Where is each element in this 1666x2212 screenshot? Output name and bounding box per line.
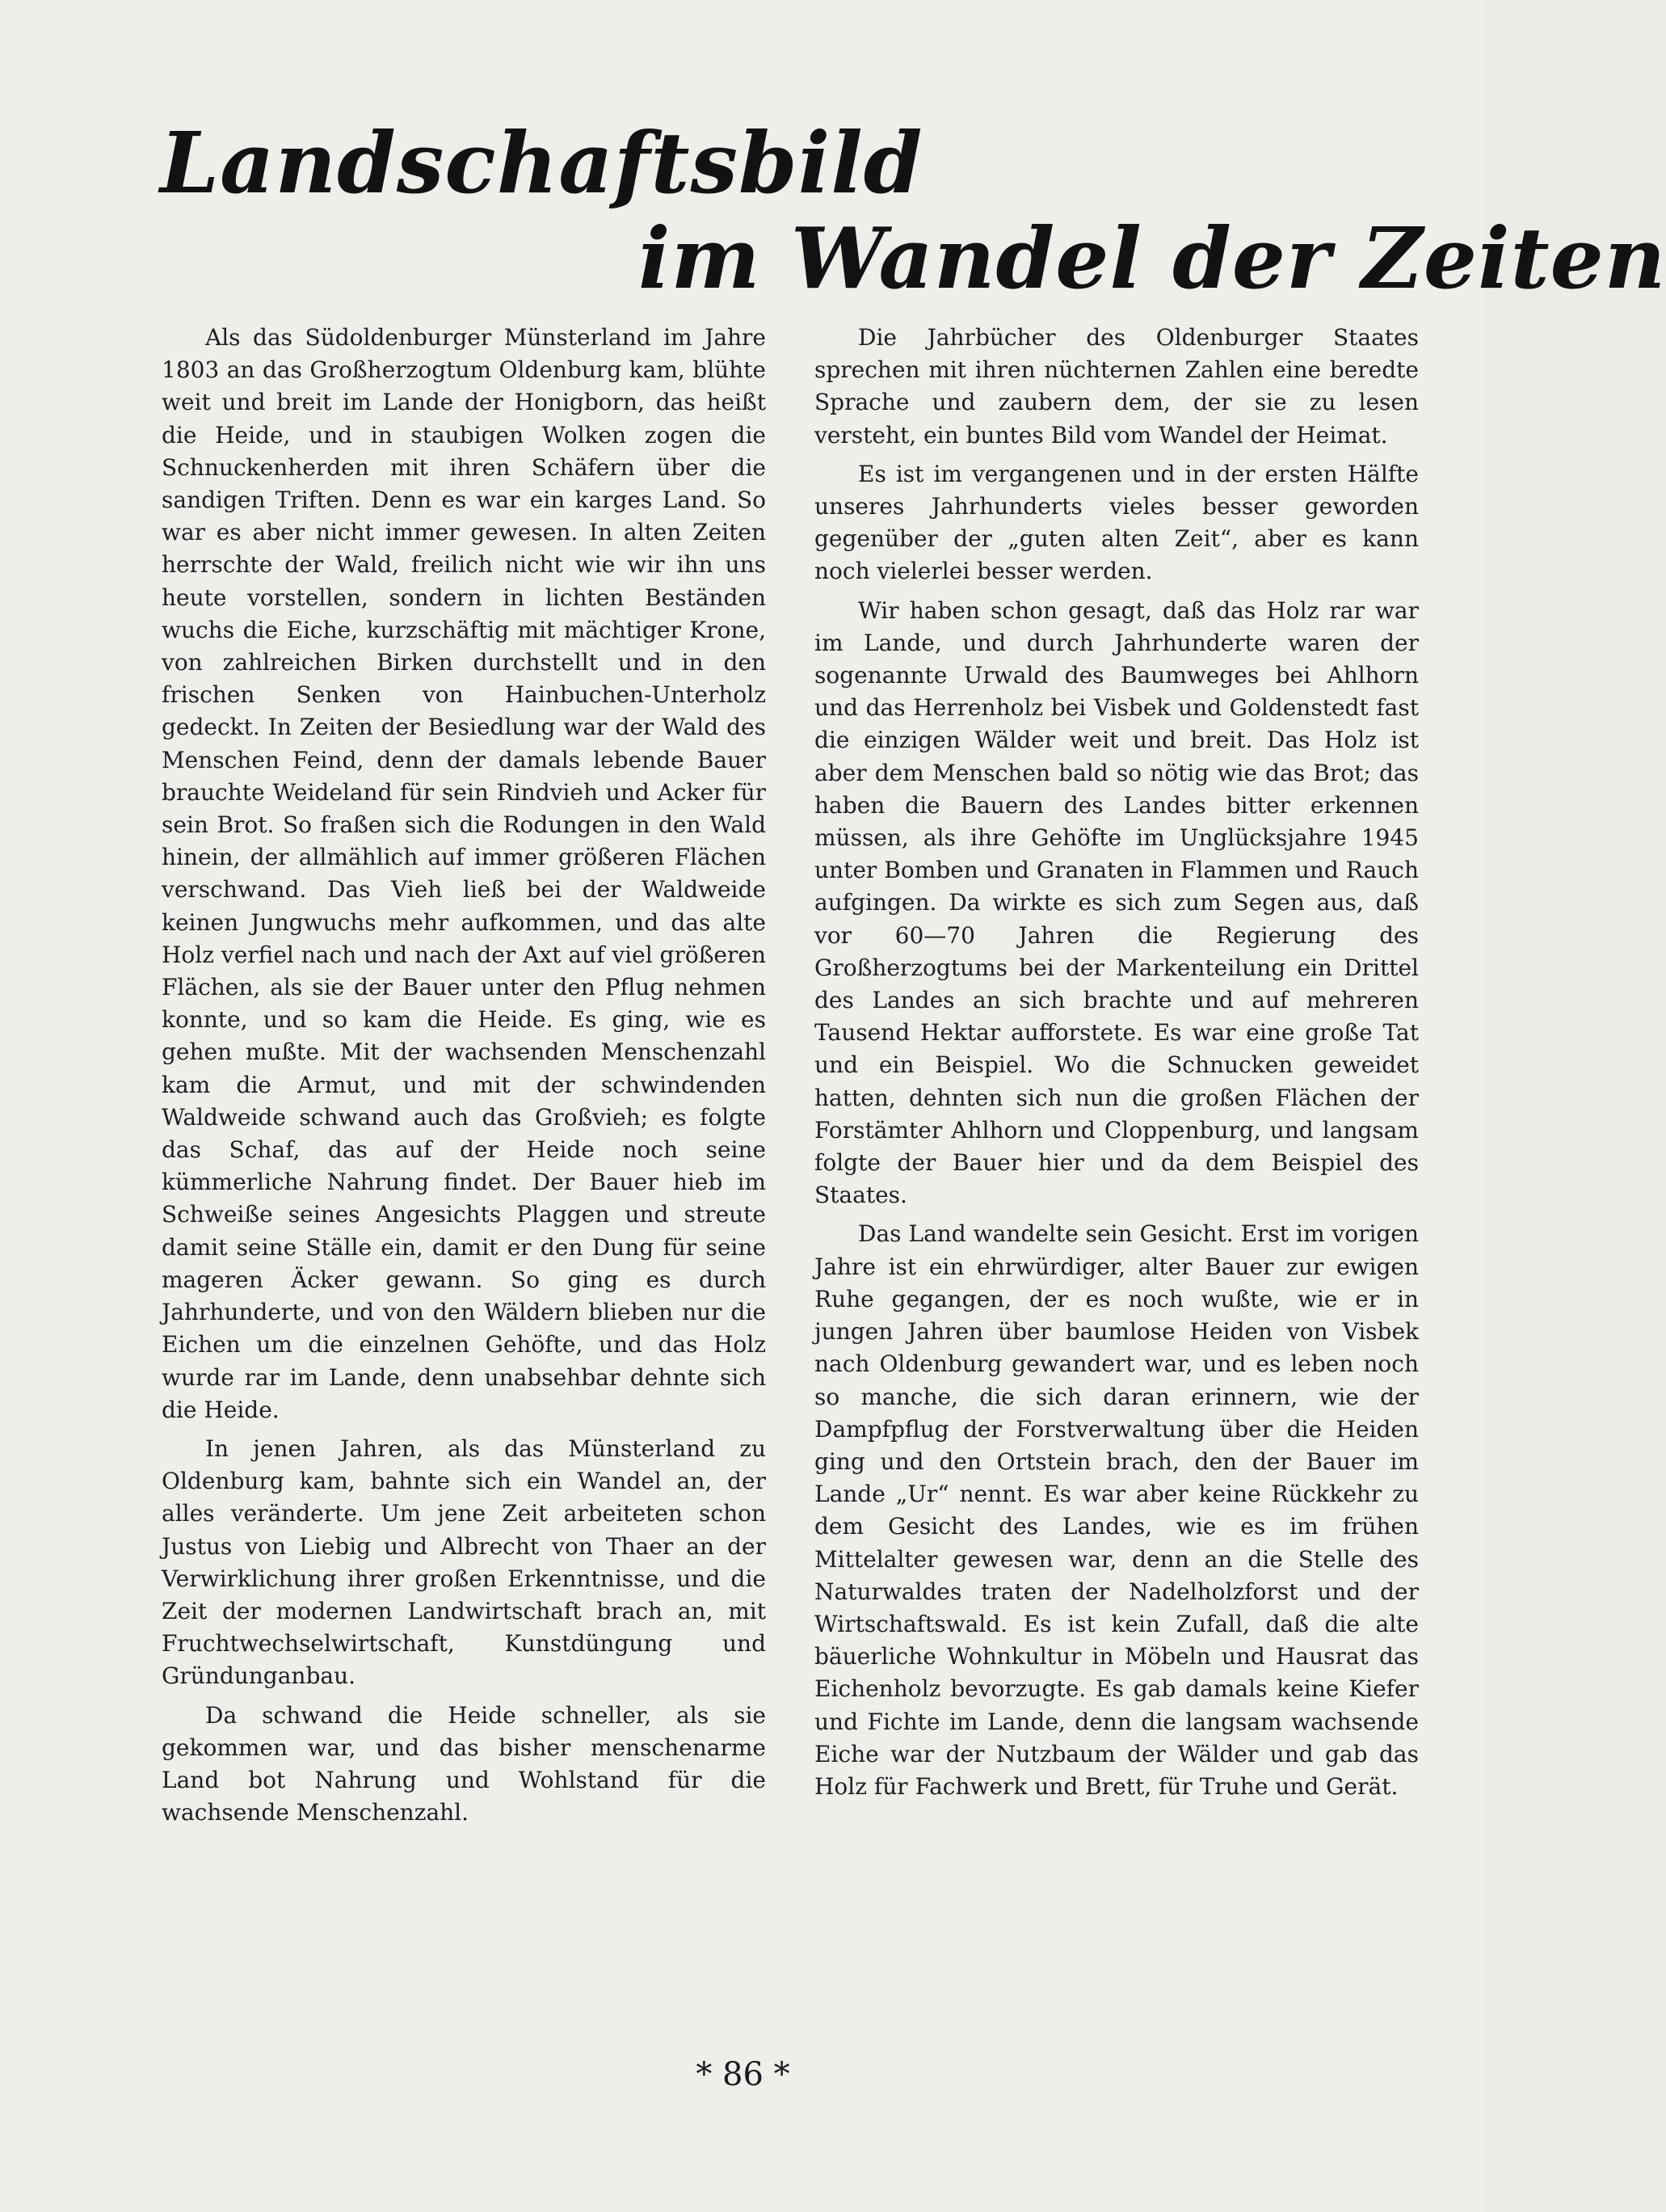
paragraph: In jenen Jahren, als das Münsterland zu Oldenburg kam, bahnte sich ein Wandel an, der alles veränderte. Um jene Zeit arbeiteten schon Justus von Liebig und Albrecht von Thaer an der Verwirklichung ihrer großen Erkenntnisse, und die Zeit der modernen Landwirtschaft brach an, mit Fruchtwechselwirtschaft, Kunstdüngung und Gründunganbau. <box>162 1435 766 1690</box>
paragraph: Es ist im vergangenen und in der ersten Hälfte unseres Jahrhunderts vieles besser geworden gegenüber der „guten alten Zeit“, aber es kann noch vielerlei besser werden. <box>814 460 1419 585</box>
paragraph: Das Land wandelte sein Gesicht. Erst im vorigen Jahre ist ein ehrwürdiger, alter Bauer zur ewigen Ruhe gegangen, der es noch wußte, wie er in jungen Jahren über baumlose Heiden von Visbek nach Oldenburg gewandert war, und es leben noch so manche, die sich daran erinnern, wie der Dampfpflug der Forstverwaltung über die Heiden ging und den Ortstein brach, den der Bauer im Lande „Ur“ nennt. Es war aber keine Rückkehr zu dem Gesicht des Landes, wie es im frühen Mittelalter gewesen war, denn an die Stelle des Naturwaldes traten der Nadelholzforst und der Wirtschaftswald. Es ist kein Zufall, daß die alte bäuerliche Wohnkultur in Möbeln und Hausrat das Eichenholz bevorzugte. Es gab damals keine Kiefer und Fichte im Lande, denn die langsam wachsende Eiche war der Nutzbaum der Wälder und gab das Holz für Fachwerk und Brett, für Truhe und Gerät. <box>814 1220 1419 1800</box>
page-number: * 86 * <box>696 2056 790 2093</box>
right-column <box>814 322 1419 1810</box>
paragraph: Als das Südoldenburger Münsterland im Jahre 1803 an das Großherzogtum Oldenburg kam, blühte weit und breit im Lande der Honigborn, das heißt die Heide, und in staubigen Wolken zogen die Schnuckenherden mit ihren Schäfern über die sandigen Triften. Denn es war ein karges Land. So war es aber nicht immer gewesen. In alten Zeiten herrschte der Wald, freilich nicht wie wir ihn uns heute vorstellen, sondern in lichten Beständen wuchs die Eiche, kurzschäftig mit mächtiger Krone, von zahlreichen Birken durchstellt und in den frischen Senken von Hainbuchen-Unterholz gedeckt. In Zeiten der Besiedlung war der Wald des Menschen Feind, denn der damals lebende Bauer brauchte Weideland für sein Rindvieh und Acker für sein Brot. So fraßen sich die Rodungen in den Wald hinein, der allmählich auf immer größeren Flächen verschwand. Das Vieh ließ bei der Waldweide keinen Jungwuchs mehr aufkommen, und das alte Holz verfiel nach und nach der Axt auf viel größeren Flächen, als sie der Bauer unter den Pflug nehmen konnte, und so kam die Heide. Es ging, wie es gehen mußte. Mit der wachsenden Menschenzahl kam die Armut, und mit der schwindenden Waldweide schwand auch das Großvieh; es folgte das Schaf, das auf der Heide noch seine kümmerliche Nahrung findet. Der Bauer hieb im Schweiße seines Angesichts Plaggen und streute damit seine Ställe ein, damit er den Dung für seine mageren Äcker gewann. So ging es durch Jahrhunderte, und von den Wäldern blieben nur die Eichen um die einzelnen Gehöfte, und das Holz wurde rar im Lande, denn unabsehbar dehnte sich die Heide. <box>162 324 766 1423</box>
paragraph: Da schwand die Heide schneller, als sie gekommen war, und das bisher menschenarme Land bot Nahrung und Wohlstand für die wachsende Menschenzahl. <box>162 1701 766 1826</box>
paragraph: Die Jahrbücher des Oldenburger Staates sprechen mit ihren nüchternen Zahlen eine beredte Sprache und zaubern dem, der sie zu lesen versteht, ein buntes Bild vom Wandel der Heimat. <box>814 324 1419 449</box>
paragraph: Wir haben schon gesagt, daß das Holz rar war im Lande, und durch Jahrhunderte waren der sogenannte Urwald des Baumweges bei Ahlhorn und das Herrenholz bei Visbek und Goldenstedt fast die einzigen Wälder weit und breit. Das Holz ist aber dem Menschen bald so nötig wie das Brot; das haben die Bauern des Landes bitter erkennen müssen, als ihre Gehöfte im Unglücksjahre 1945 unter Bomben und Granaten in Flammen und Rauch aufgingen. Da wirkte es sich zum Segen aus, daß vor 60—70 Jahren die Regierung des Großherzogtums bei der Markenteilung ein Drittel des Landes an sich brachte und auf mehreren Tausend Hektar aufforstete. Es war eine große Tat und ein Beispiel. Wo die Schnucken geweidet hatten, dehnten sich nun die großen Flächen der Forstämter Ahlhorn und Cloppenburg, und langsam folgte der Bauer hier und da dem Beispiel des Staates. <box>814 596 1419 1209</box>
article-title-line2: im Wandel der Zeiten <box>638 209 1666 308</box>
left-column <box>162 322 766 1835</box>
article-title-line1: Landschaftsbild <box>160 113 923 213</box>
